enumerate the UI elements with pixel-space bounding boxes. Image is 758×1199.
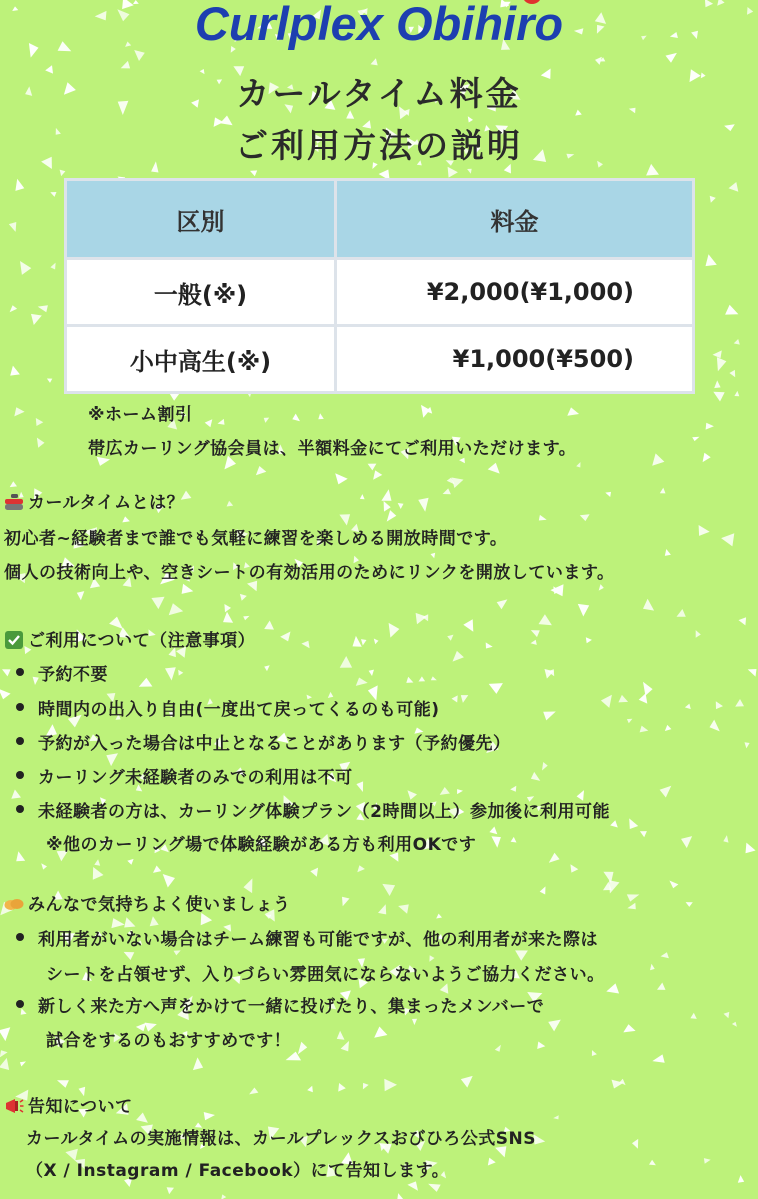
bullet-dot [16,703,24,711]
usage-subnote: ※他のカーリング場で体験経験がある方も利用OKです [46,835,477,855]
page-title-line-2: ご利用方法の説明 [235,126,523,165]
usage-item-5: 未経験者の方は、カーリング体験プラン（2時間以上）参加後に利用可能 [38,802,610,822]
bullet-dot [16,668,24,676]
row-category-student: 小中高生(※) [66,326,336,393]
row-fee-student: ¥1,000(¥500) [336,326,694,393]
notice-heading: 告知について [28,1097,133,1117]
row-fee-general: ¥2,000(¥1,000) [336,259,694,326]
curling-stone-icon [4,493,24,511]
manners-item-2-line-1: 新しく来た方へ声をかけて一緒に投げたり、集まったメンバーで [38,997,545,1017]
usage-item-2: 時間内の出入り自由(一度出て戻ってくるのも可能) [38,700,440,720]
megaphone-icon [4,1097,24,1115]
about-heading: カールタイムとは？ [28,493,185,513]
about-heading-row [4,488,184,513]
notice-heading-row [4,1092,133,1117]
usage-item-4: カーリング未経験者のみでの利用は不可 [38,768,353,788]
table-row [66,259,694,326]
usage-item-1: 予約不要 [38,665,108,685]
usage-heading-row [4,626,255,651]
manners-heading: みんなで気持ちよく使いましょう [28,895,291,915]
usage-heading: ご利用について（注意事項） [28,631,256,651]
bullet-dot [16,1000,24,1008]
about-line-2: 個人の技術向上や、空きシートの有効活用のためにリンクを開放しています。 [4,563,615,583]
manners-item-1-line-1: 利用者がいない場合はチーム練習も可能ですが、他の利用者が来た際は [38,930,598,950]
discount-note-title: ※ホーム割引 [88,405,193,425]
discount-note-text: 帯広カーリング協会員は、半額料金にてご利用いただけます。 [88,439,577,459]
price-table [64,178,695,394]
check-box-icon [4,631,24,649]
table-row [66,326,694,393]
notice-line-1: カールタイムの実施情報は、カールプレックスおびひろ公式SNS [26,1129,536,1149]
page-title-line-1: カールタイム料金 [236,74,522,113]
manners-item-1-line-2: シートを占領せず、入りづらい雰囲気にならないようご協力ください。 [46,965,605,985]
bullet-dot [16,805,24,813]
row-category-general: 一般(※) [66,259,336,326]
bullet-dot [16,933,24,941]
bullet-dot [16,737,24,745]
bullet-dot [16,771,24,779]
curlplex-logo: Curlplex Obihiro [194,0,564,50]
header-category: 区別 [66,180,336,259]
about-line-1: 初心者~経験者まで誰でも気軽に練習を楽しめる開放時間です。 [4,529,508,549]
manners-item-2-line-2: 試合をするのもおすすめです！ [46,1031,292,1051]
manners-heading-row [4,890,291,915]
notice-line-2: （X / Instagram / Facebook）にて告知します。 [26,1161,450,1181]
usage-item-3: 予約が入った場合は中止となることがあります（予約優先） [38,734,511,754]
header-fee: 料金 [336,180,694,259]
price-table-header-row [66,180,694,259]
handshake-icon [4,895,24,913]
